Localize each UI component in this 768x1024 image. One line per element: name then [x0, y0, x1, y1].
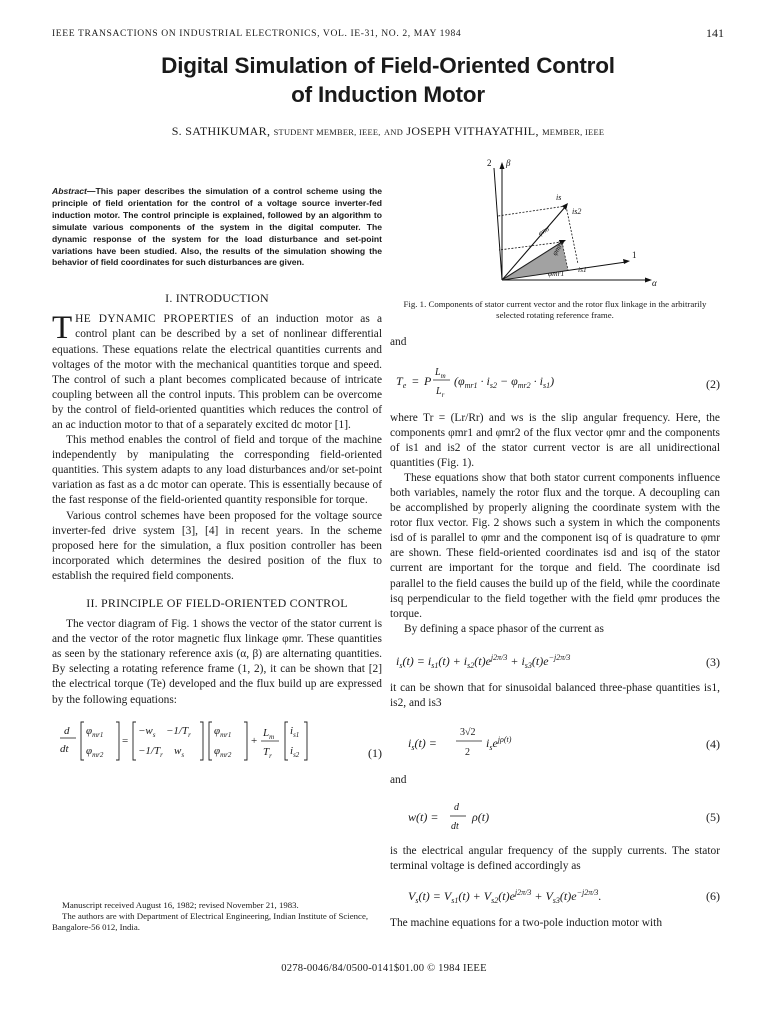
journal-citation: IEEE TRANSACTIONS ON INDUSTRIAL ELECTRONICS, VOL. IE-31, NO. 2, MAY 1984 [52, 28, 462, 39]
equation-3-number: (3) [706, 654, 720, 669]
alpha-label: α [652, 278, 657, 288]
svg-text:is(t) = is1(t) + is2(t)ej2π/3: $i_s(t) = i_{s1}(t) + i_{s2}(t)e^{j2\pi/3} + i_{s3}(t)e^{-j2\pi/3}$ [396, 652, 571, 670]
axis-1-label: 1 [632, 250, 637, 260]
equation-5-number: (5) [706, 810, 720, 825]
svg-text:is1: $i_{s1}$ [290, 724, 300, 739]
equation-1-number: (1) [368, 745, 382, 760]
author-1: S. SATHIKUMAR, [171, 124, 271, 138]
is-label: is [556, 193, 562, 202]
svg-text:2: 2 [465, 747, 470, 759]
is-the-electrical: is the electrical angular frequency of the supply currents. The stator terminal voltage is defined accordingly as [390, 845, 720, 873]
equation-6-graphic [390, 880, 690, 910]
principle-paragraph-1: The vector diagram of Fig. 1 shows the vector of the stator current is and the vector of the rotor magnetic flux linkage φmr. These quantities as seen by the stationary reference axis (α, β) are alternating quantities. By selecting a rotating reference frame (1, 2), it can be shown that [2] the electrical torque (Te) developed and the flux build up are expressed by the following equations: [52, 618, 382, 706]
author-line [52, 124, 724, 139]
intro-caps: HE DYNAMIC PROPERTIES [75, 313, 234, 326]
svg-text:−1/Tr: $-1/T_r$ [166, 724, 191, 739]
svg-text:(φmr1 · is2 − φmr2 · is1): $(\varphi_{mr1} \cdot i_{s2} - \varphi_{mr2} \cdot i_{s1})$ [454, 373, 555, 390]
left-column [52, 186, 382, 780]
svg-text:Lm: $L_m$ [263, 726, 275, 741]
phimr1-label: φmr1 [548, 269, 565, 278]
svg-text:Te: $T_e$ [396, 373, 407, 390]
svg-text:ρ(t): ρ(t) [472, 810, 490, 825]
intro-paragraph-3: Various control schemes have been proposed for the voltage source inverter-fed drive system [3], [4] in recent years. In the scheme proposed here for the simulation, a flux position controller has been incorporated which determines the desired position of the flux to establish the required field components. [52, 509, 382, 582]
title-line-2: of Induction Motor [291, 82, 485, 107]
and-1: and [390, 336, 407, 349]
svg-text:=: = [412, 373, 419, 388]
svg-text:−1/Tr: $-1/T_r$ [138, 744, 163, 759]
vector-diagram [390, 154, 720, 296]
svg-text:Lm: $L_m$ [435, 366, 446, 380]
equation-4 [390, 717, 720, 767]
svg-text:is2: $i_{s2}$ [290, 744, 300, 759]
svg-text:ws: $w_s$ [174, 744, 185, 759]
svg-text:isejρ(t): $i_se^{j\rho(t)}$ [486, 735, 512, 753]
svg-text:Vs(t) = Vs1(t) + Vs2(t)ej2π/3: $V_s(t) = V_{s1}(t) + V_{s2}(t)e^{j2\pi/3} + V_{s3}(t)e^{-j2\pi/3}$. [408, 888, 602, 906]
svg-text:φmr1: $\varphi_{mr1}$ [86, 724, 104, 739]
equation-4-number: (4) [706, 737, 720, 752]
copyright-footer: 0278-0046/84/0500-0141$01.00 © 1984 IEEE [281, 963, 487, 974]
svg-text:dt: dt [451, 821, 459, 833]
svg-text:d: d [454, 802, 459, 814]
svg-text:Lr: $L_r$ [436, 385, 445, 399]
svg-text:φmr1: $\varphi_{mr1}$ [214, 724, 232, 739]
section-1-heading: I. INTRODUCTION [165, 291, 269, 306]
where-paragraph: where Tr = (Lr/Rr) and ws is the slip angular frequency. Here, the components φmr1 and φmr2 of the flux vector φmr and the components of is1 and is2 of the stator current vector is are all unidirectional quantities (Fig. 1). [390, 411, 720, 469]
svg-text:d: d [64, 724, 70, 737]
author-conjunction: AND [384, 128, 404, 137]
footnote-affiliation: The authors are with Department of Electrical Engineering, Indian Institute of Science, Bangalore-56 012, India. [52, 911, 369, 933]
right-column [390, 154, 720, 931]
equation-2 [390, 355, 720, 405]
these-equations-paragraph: These equations show that both stator current components influence both variables, namely the rotor flux and the torque. A decoupling can be accomplished by properly aligning the coordinate system with the rotor flux vector. Fig. 2 shows such a system in which the components isd of is parallel to φmr and the component isq of is quadrature to φmr are shown. These field-oriented coordinates isd and isq of the stator current are important for the torque and field. The coordinate isd parallel to the field causes the build up of the field, while the coordinate isq perpendicular to the field together with the field φmr produces the torque. [390, 471, 720, 620]
equation-5-graphic [390, 794, 690, 838]
axis-2-label: 2 [487, 158, 492, 168]
equation-3-graphic [390, 643, 690, 675]
beta-label: β [506, 158, 511, 168]
intro-paragraph-1 [52, 312, 382, 433]
svg-text:w(t) =: w(t) = [408, 810, 439, 825]
page-number: 141 [706, 26, 724, 40]
author-2: JOSEPH VITHAYATHIL, [406, 124, 539, 138]
footnote-received: Manuscript received August 16, 1982; revised November 21, 1983. [62, 900, 299, 910]
phimr-label: φmr [536, 223, 552, 238]
is2-label: is2 [572, 207, 582, 216]
section-2-heading: II. PRINCIPLE OF FIELD-ORIENTED CONTROL [86, 596, 348, 611]
footnote [52, 900, 382, 934]
equation-4-graphic [390, 717, 690, 767]
abstract-lead: Abstract— [52, 186, 96, 196]
svg-text:φmr2: $\varphi_{mr2}$ [86, 744, 104, 759]
figure-1 [390, 154, 720, 296]
svg-text:φmr2: $\varphi_{mr2}$ [214, 744, 232, 759]
svg-text:=: = [122, 734, 129, 747]
equation-3 [390, 643, 720, 675]
abstract [52, 186, 382, 269]
author-1-role: STUDENT MEMBER, IEEE, [273, 128, 381, 137]
equation-1 [52, 714, 382, 774]
svg-text:−ws: $-w_s$ [138, 724, 156, 739]
is1-label: is1 [578, 265, 587, 274]
svg-text:3√2: 3√2 [460, 727, 476, 739]
intro-paragraph-2: This method enables the control of field and torque of the machine independently by manipulating the corresponding field-oriented quantities. This system adapts to any load disturbances and/or set-point variation as fast as a dc motor can operate. This is essentially because of the fast response of the field-oriented quantity responsible for torque. [52, 434, 382, 507]
svg-text:dt: dt [60, 742, 69, 755]
abstract-text: This paper describes the simulation of a control scheme using the principle of field orientation for the control of a voltage source inverter-fed induction motor. The control principle is explained, followed by an algorithm to simulate various components of the system in the digital computer. The dynamic response of the system for the load disturbance and set-point variations have been studied. Also, the results of the simulation showing the behavior of field coordinates for such disturbances are given. [52, 186, 382, 268]
paper-title [52, 51, 724, 109]
running-head [52, 26, 724, 42]
equation-1-graphic [52, 714, 382, 774]
svg-text:P: P [424, 373, 432, 388]
equation-6-number: (6) [706, 889, 720, 904]
machine-equations: The machine equations for a two-pole induction motor with [390, 917, 663, 930]
svg-text:Tr: $T_r$ [263, 745, 272, 760]
svg-text:+: + [251, 734, 258, 747]
intro-text-1: of an induction motor as a control plant can be described by a set of nonlinear differential equations. These equations relate the electrical quantities currents and voltages of the motor with the mechanical quantities torque and speed. The control of such a plant becomes complicated because of intricate coupling between all the control inputs. This problem can be overcome by the control of field-oriented quantities which reduces the control of an ac induction motor to that of a separately excited dc motor [1]. [52, 313, 382, 431]
equation-5 [390, 794, 720, 838]
equation-6 [390, 880, 720, 910]
title-line-1: Digital Simulation of Field-Oriented Control [161, 53, 615, 78]
and-2: and [390, 774, 407, 787]
equation-2-number: (2) [706, 376, 720, 391]
figure-1-caption: Fig. 1. Components of stator current vector and the rotor flux linkage in the arbitrarily selected rotating reference frame. [403, 299, 707, 321]
it-can-be-shown: it can be shown that for sinusoidal balanced three-phase quantities is1, is2, and is3 [390, 681, 720, 709]
phimr2-label: φmr2 [549, 238, 566, 257]
by-defining-paragraph: By defining a space phasor of the current as [404, 622, 604, 635]
svg-text:is(t) =: $i_s(t)$ = [408, 736, 437, 753]
axis-2 [494, 168, 502, 280]
equation-2-graphic [390, 355, 690, 405]
author-2-role: MEMBER, IEEE [542, 128, 605, 137]
drop-cap: T [52, 310, 73, 347]
